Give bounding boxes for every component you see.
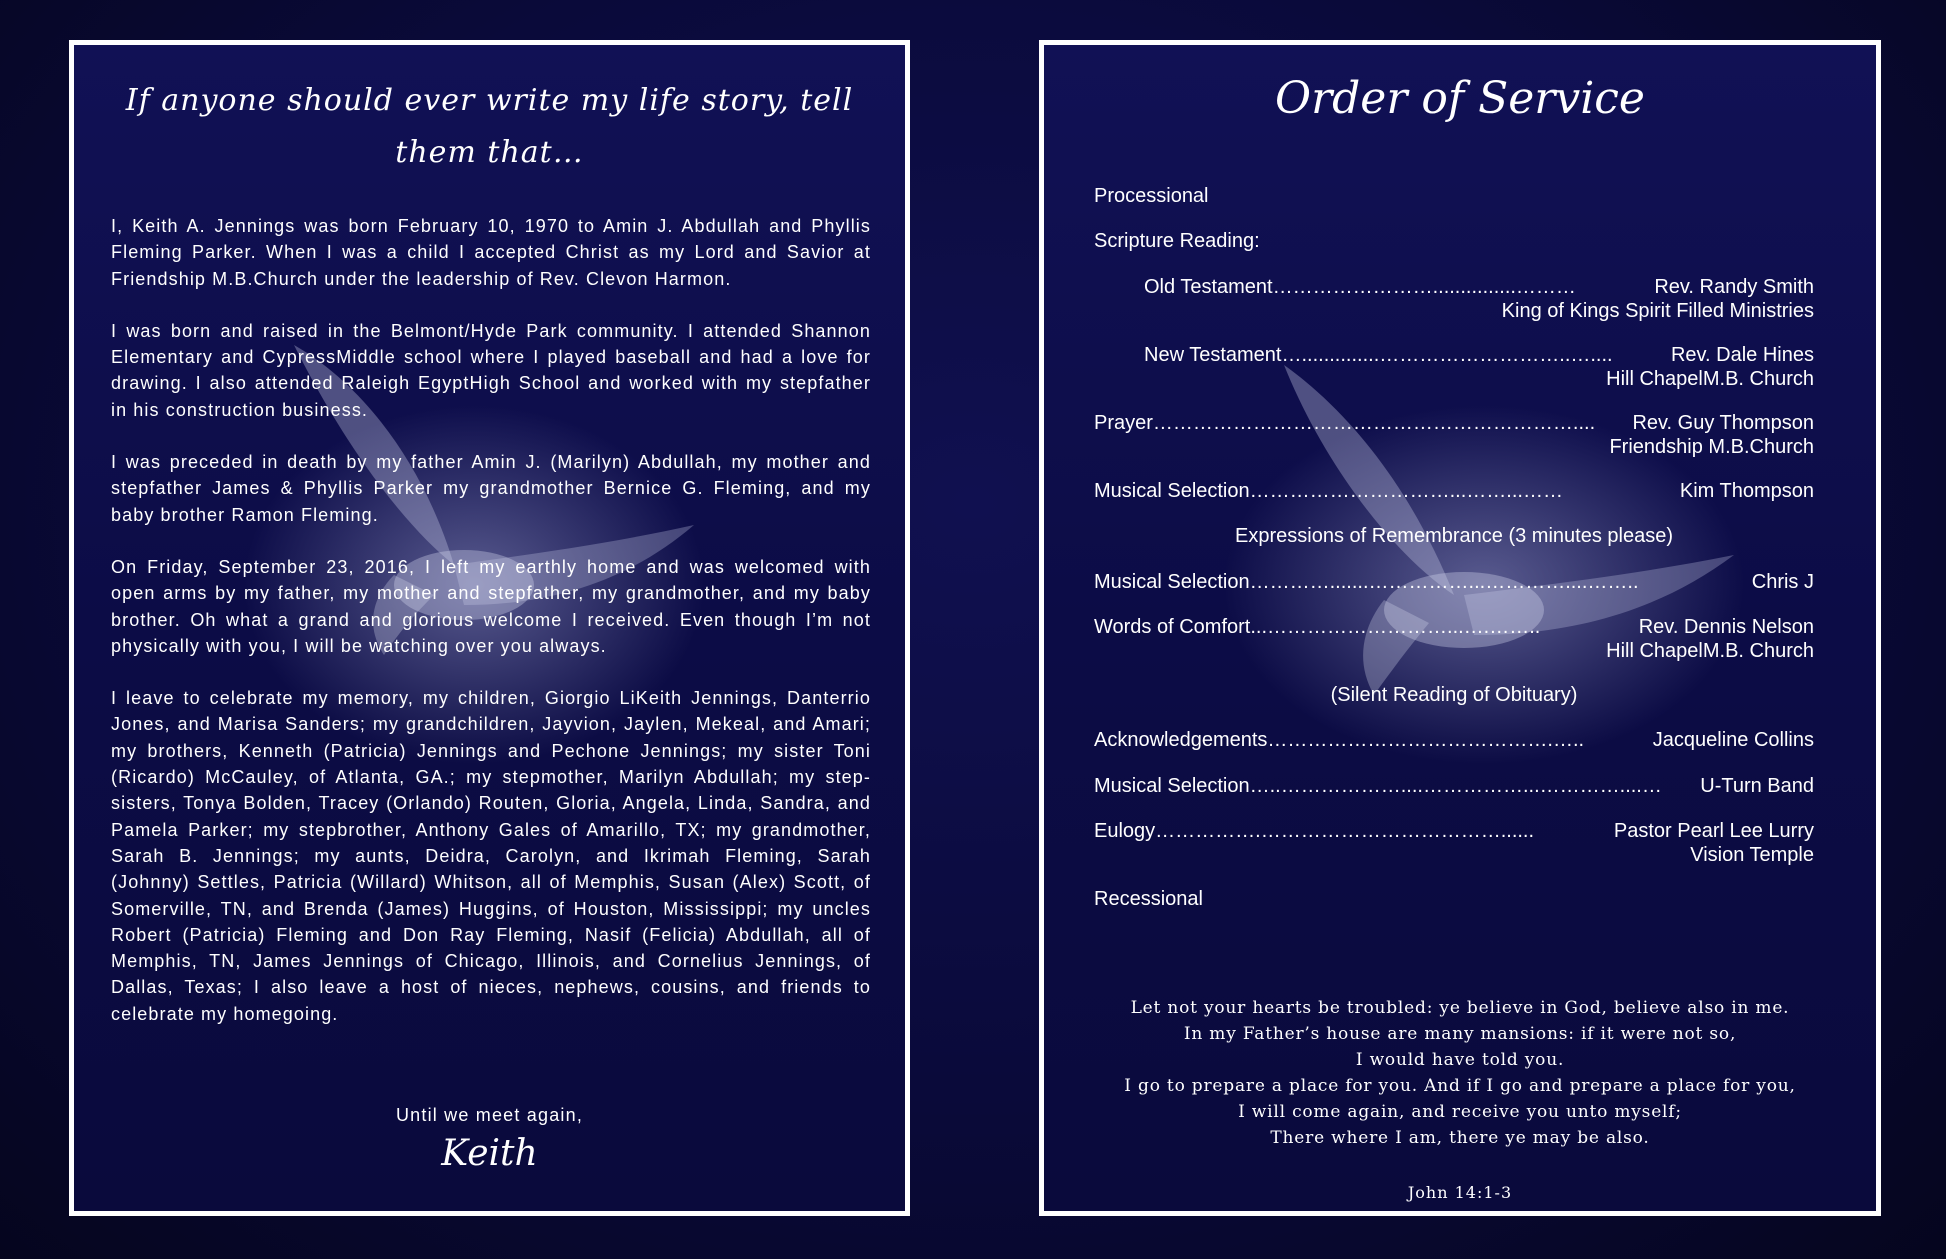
service-title: Order of Service — [1275, 73, 1645, 124]
acknowledgements-label: Acknowledgements…………………………………….….. — [1094, 729, 1585, 751]
musical-selection-label: Musical Selection…..………………....……………...…………....… — [1094, 775, 1662, 797]
dove-image — [1204, 345, 1764, 785]
order-of-service-panel — [1039, 40, 1881, 1216]
service-item — [1094, 344, 1814, 368]
old-testament-speaker: Rev. Randy Smith — [1654, 276, 1814, 298]
new-testament-speaker: Rev. Dale Hines — [1670, 344, 1814, 366]
processional-label: Processional — [1094, 185, 1209, 207]
service-list — [1094, 480, 1814, 504]
service-item — [1094, 412, 1814, 436]
obituary-paragraph: I was preceded in death by my father Amin J. (Marilyn) Abdullah, my mother and stepfather James & Phyllis Parker my grandmother Bernice G. Fleming, and my baby brother Ramon Fleming. — [111, 452, 871, 525]
service-item — [1094, 480, 1814, 504]
eulogy-church: Vision Temple — [1690, 844, 1814, 866]
signature: Keith — [441, 1133, 538, 1174]
new-testament-church: Hill ChapelM.B. Church — [1606, 368, 1814, 390]
musical-selection-performer: U-Turn Band — [1700, 775, 1814, 797]
service-list — [1094, 344, 1814, 391]
eulogy-speaker: Pastor Pearl Lee Lurry — [1613, 820, 1814, 842]
verse-line: In my Father’s house are many mansions: if it were not so, — [1183, 1024, 1737, 1044]
obituary-paragraph: I, Keith A. Jennings was born February 10, 1970 to Amin J. Abdullah and Phyllis Fleming Parker. When I was a child I accepted Christ as my Lord and Savior at Friendship M.B.Church under the leadership of Rev. Clevon Harmon. — [111, 216, 871, 289]
obituary-text — [111, 213, 871, 1053]
obituary-paragraph: I was born and raised in the Belmont/Hyde Park community. I attended Shannon Elementary and CypressMiddle school where I played baseball and had a love for drawing. I also attended Raleigh EgyptHigh School and worked with my stepfather in his construction business. — [111, 320, 871, 420]
obituary-paragraph: I leave to celebrate my memory, my children, Giorgio LiKeith Jennings, Danterrio Jones, and Marisa Sanders; my grandchildren, Jayvion, Jaylen, Mekeal, and Amari; my brothers, Kenneth (Patricia) Jennings and Pechone Jennings; my sister Toni (Ricardo) McCauley, of Atlanta, GA.; my stepmother, Marilyn Abdullah; my step-sisters, Tonya Bolden, Tracey (Orlando) Routen, Gloria, Angela, Linda, Sandra, and Pamela Parker; my stepbrother, Anthony Gales of Amarillo, TX; my grandmother, Sarah B. Jennings; my aunts, Deidra, Carolyn, and Ikrimah Fleming, Sarah (Johnny) Settles, Patricia (Willard) Whitson, all of Memphis, Susan (Alex) Scott, of Somerville, TN, and Brenda (James) Huggins, of Houston, Mississippi; my uncles Robert (Patricia) Fleming and Don Ray Fleming, Nasif (Felicia) Abdullah, all of Memphis, TN, James Jennings of Chicago, Illinois, and Cornelius Jennings, of Dallas, Texas; I also leave a host of nieces, nephews, cousins, and friends to celebrate my homegoing. — [111, 688, 871, 1024]
service-item — [1094, 820, 1814, 844]
prayer-speaker: Rev. Guy Thompson — [1632, 412, 1814, 434]
words-of-comfort-label: Words of Comfort...………………………...….…….. — [1094, 616, 1541, 638]
service-item — [1094, 230, 1814, 254]
service-item — [1094, 729, 1814, 753]
verse-line: I will come again, and receive you unto myself; — [1238, 1102, 1682, 1122]
expressions-label: Expressions of Remembrance (3 minutes please) — [1235, 525, 1673, 547]
service-item — [1094, 185, 1814, 209]
musical-selection-performer: Kim Thompson — [1679, 480, 1814, 502]
service-item — [1094, 888, 1814, 912]
service-list — [1094, 230, 1814, 254]
eulogy-label: Eulogy…………….………………………………...... — [1094, 820, 1535, 842]
service-item — [1094, 616, 1814, 640]
service-list — [1094, 820, 1814, 867]
service-list — [1094, 185, 1814, 209]
scripture-verse — [1044, 995, 1876, 1151]
musical-selection-label: Musical Selection…………………………...……...…… — [1094, 480, 1563, 502]
scripture-label: Scripture Reading: — [1094, 230, 1260, 252]
service-list — [1094, 276, 1814, 323]
verse-reference: John 14:1-3 — [1407, 1183, 1513, 1202]
service-list — [1094, 412, 1814, 459]
service-item — [1094, 276, 1814, 300]
verse-line: There where I am, there ye may be also. — [1270, 1128, 1650, 1148]
service-list — [1094, 684, 1814, 708]
recessional-label: Recessional — [1094, 888, 1203, 910]
words-of-comfort-speaker: Rev. Dennis Nelson — [1638, 616, 1814, 638]
verse-line: I would have told you. — [1355, 1050, 1565, 1070]
verse-line: I go to prepare a place for you. And if I go and prepare a place for you, — [1124, 1076, 1796, 1096]
acknowledgements-speaker: Jacqueline Collins — [1652, 729, 1814, 751]
musical-selection-performer: Chris J — [1751, 571, 1814, 593]
prayer-label: Prayer……………………………………………………….... — [1094, 412, 1596, 434]
musical-selection-label: Musical Selection………….......……………...…………....…….. — [1094, 571, 1639, 593]
service-list — [1094, 616, 1814, 663]
service-item — [1094, 684, 1814, 708]
service-item — [1094, 775, 1814, 799]
old-testament-church: King of Kings Spirit Filled Ministries — [1501, 300, 1814, 322]
silent-reading-label: (Silent Reading of Obituary) — [1330, 684, 1578, 706]
closing-line: Until we meet again, — [395, 1105, 584, 1125]
service-list — [1094, 775, 1814, 799]
service-list — [1094, 571, 1814, 595]
obituary-panel — [69, 40, 910, 1216]
obituary-heading: If anyone should ever write my life story, tell them that… — [125, 83, 854, 170]
old-testament-label: Old Testament……………………...............……… — [1144, 276, 1576, 298]
verse-line: Let not your hearts be troubled: ye believe in God, believe also in me. — [1130, 998, 1790, 1018]
words-of-comfort-church: Hill ChapelM.B. Church — [1606, 640, 1814, 662]
obituary-paragraph: On Friday, September 23, 2016, I left my earthly home and was welcomed with open arms by my father, my mother and stepfather, my grandmother, and my baby brother. Oh what a grand and glorious welcome I received. Even though I’m not physically with you, I will be watching over you always. — [111, 556, 871, 656]
prayer-church: Friendship M.B.Church — [1609, 436, 1814, 458]
service-list — [1094, 525, 1814, 549]
service-item — [1094, 571, 1814, 595]
new-testament-label: New Testament…..............………………………..….... — [1144, 344, 1613, 366]
service-item — [1094, 525, 1814, 549]
service-list — [1094, 888, 1814, 912]
service-list — [1094, 729, 1814, 753]
